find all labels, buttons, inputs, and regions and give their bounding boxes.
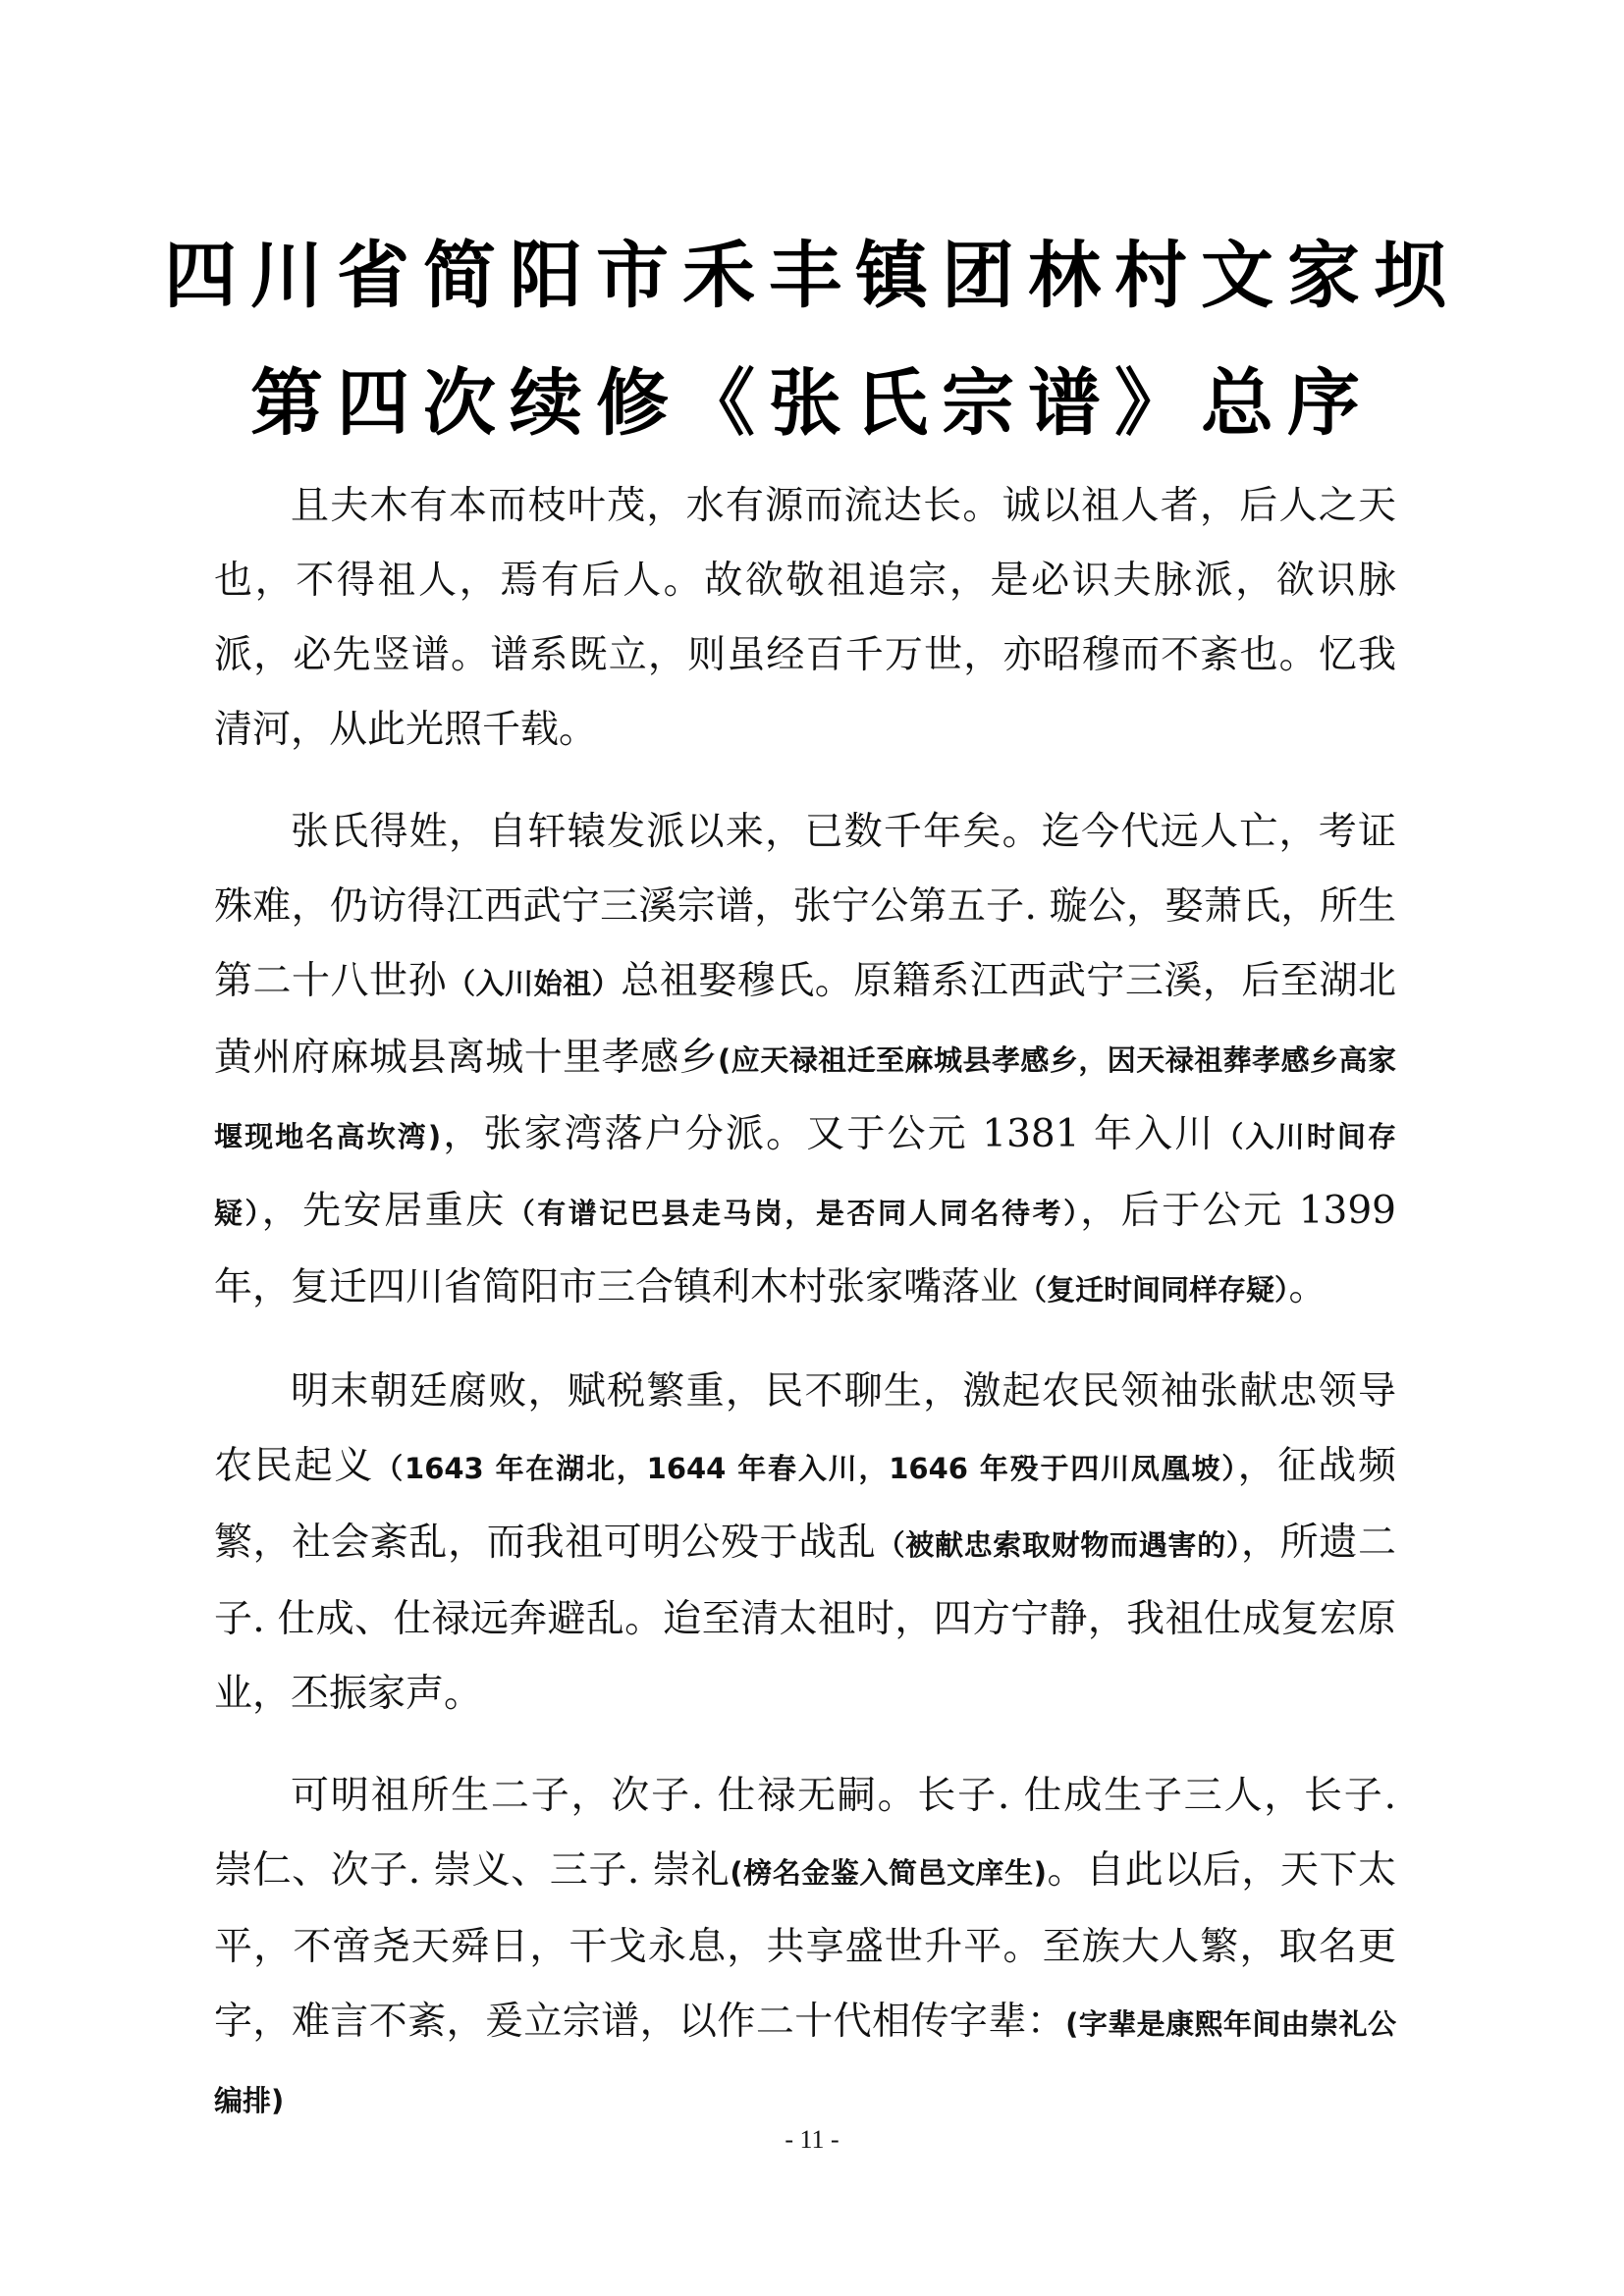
paragraph-text: ，先安居重庆 [261, 1189, 507, 1233]
page-number: - 11 - [785, 2125, 839, 2154]
paragraph-text: 总祖娶穆氏。原籍系江西武宁三溪，后至湖北黄州府麻城县离城十里孝感乡 [214, 959, 1396, 1080]
annotation-note: (字辈是康熙年间由崇礼公编排) [214, 2007, 1396, 2117]
paragraph-text: 。自此以后，天下太平，不啻尧天舜日，干戈永息，共享盛世升平。至族大人繁，取名更字，难言不紊，爰立宗谱，以作二十代相传字辈： [214, 1848, 1396, 2044]
paragraph-text: ，后于公元 1399 年，复迁四川省简阳市三合镇利木村张家嘴落业 [214, 1189, 1396, 1309]
paragraph [214, 795, 1396, 1327]
paragraph-text: ，所遗二子. 仕成、仕禄远奔避乱。迨至清太祖时，四方宁静，我祖仕成复宏原业，丕振家声。 [214, 1521, 1396, 1716]
title-line-2: 第四次续修《张氏宗谱》总序 [250, 361, 1374, 446]
annotation-note: （1643 年在湖北，1644 年春入川，1646 年殁于四川凤凰坡） [374, 1452, 1238, 1485]
paragraph-text: 明末朝廷腐败，赋税繁重，民不聊生，激起农民领袖张献忠领导农民起义 [214, 1369, 1396, 1488]
annotation-note: （入川时间存疑） [214, 1120, 1396, 1230]
paragraph [214, 469, 1396, 768]
paragraph-text: ，征战频繁，社会紊乱，而我祖可明公殁于战乱 [214, 1444, 1396, 1565]
title-line-1: 四川省简阳市禾丰镇团林村文家坝 [164, 234, 1460, 318]
paragraph [214, 1759, 1396, 2138]
paragraph-text: ，张家湾落户分派。又于公元 1381 年入川 [441, 1112, 1216, 1156]
annotation-note: (应天禄祖迁至麻城县孝感乡，因天禄祖葬孝感乡高家堰现地名高坎湾) [214, 1043, 1396, 1153]
annotation-note: （复迁时间同样存疑） [1018, 1273, 1289, 1307]
document-body [214, 469, 1396, 2165]
paragraph-text: 可明祖所生二子，次子. 仕禄无嗣。长子. 仕成生子三人，长子. 崇仁、次子. 崇义、三子. 崇礼 [214, 1774, 1396, 1893]
annotation-note: （被献忠索取财物而遇害的） [876, 1528, 1241, 1562]
paragraph-text: 张氏得姓，自轩辕发派以来，已数千年矣。迄今代远人亡，考证殊难，仍访得江西武宁三溪宗谱，张宁公第五子. 璇公，娶萧氏，所生第二十八世孙 [214, 810, 1396, 1003]
paragraph-text: 且夫木有本而枝叶茂，水有源而流达长。诚以祖人者，后人之天也，不得祖人，焉有后人。故欲敬祖追宗，是必识夫脉派，欲识脉派，必先竖谱。谱系既立，则虽经百千万世，亦昭穆而不紊也。忆我清河，从此光照千载。 [214, 484, 1396, 752]
paragraph-text: 。 [1288, 1265, 1327, 1309]
paragraph [214, 1355, 1396, 1732]
annotation-note: （入川始祖） [447, 967, 622, 1000]
annotation-note: (榜名金鉴入简邑文庠生) [730, 1856, 1047, 1890]
annotation-note: （有谱记巴县走马岗，是否同人同名待考） [506, 1197, 1081, 1230]
